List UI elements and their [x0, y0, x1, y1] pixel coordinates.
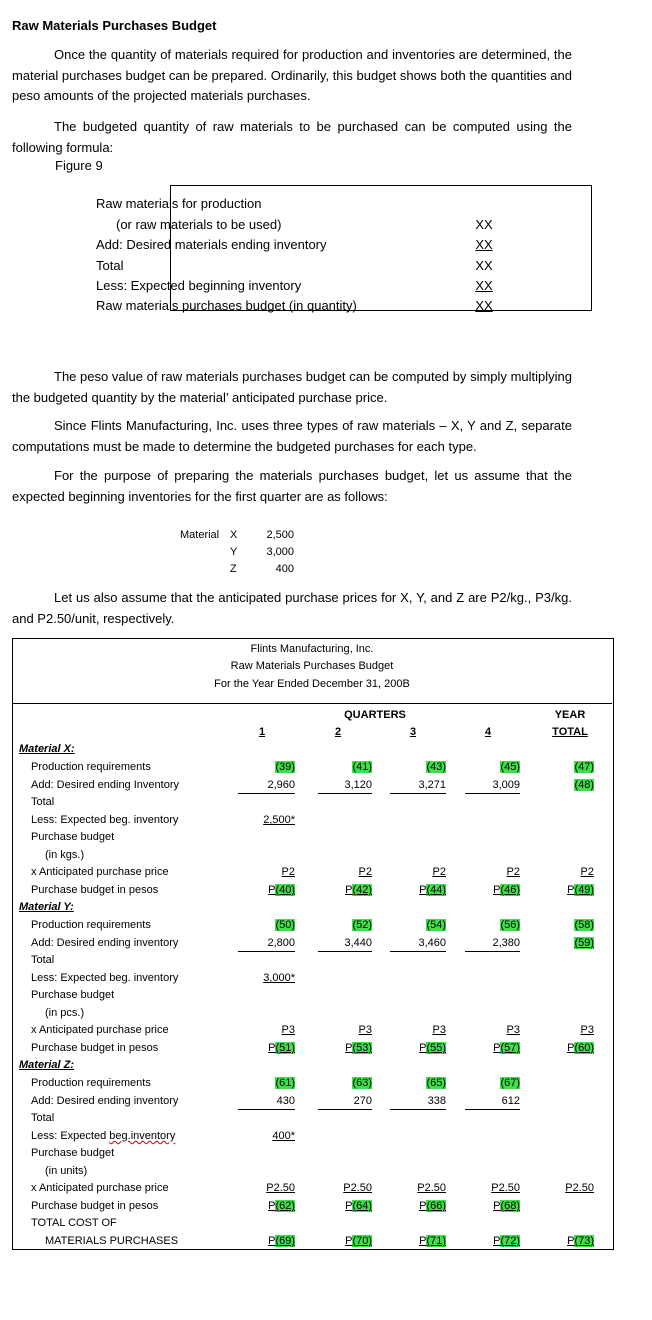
label-ending-inv-x: Add: Desired ending Inventory — [31, 779, 179, 791]
label-units-x: (in kgs.) — [45, 849, 85, 861]
label-pesos-z: Purchase budget in pesos — [31, 1200, 159, 1212]
production-z-0 — [275, 1077, 295, 1089]
label-pesos-y: Purchase budget in pesos — [31, 1042, 159, 1054]
quarter-4-heading: 4 — [484, 726, 492, 738]
label-beg-inv-z — [31, 1130, 175, 1142]
pesos-x-0-prefix: P — [268, 884, 276, 896]
price-z-3 — [491, 1182, 520, 1194]
pesos-y-2 — [419, 1042, 446, 1054]
label-production-z: Production requirements — [31, 1077, 151, 1089]
inventory-name-x: X — [230, 529, 238, 541]
price-x-3 — [507, 866, 520, 878]
ending-inv-y-1-value: 3,440 — [344, 937, 372, 949]
label-beg-inv-x: Less: Expected beg. inventory — [31, 814, 179, 826]
ending-inv-underline-y-1 — [318, 951, 372, 952]
budget-company: Flints Manufacturing, Inc. — [250, 643, 374, 655]
price-x-2 — [433, 866, 446, 878]
total-cost-label-2: MATERIALS PURCHASES — [45, 1235, 179, 1247]
label-total-z: Total — [31, 1112, 55, 1124]
inventory-qty-z: 400 — [275, 563, 294, 575]
total-cost-label-1: TOTAL COST OF — [31, 1217, 117, 1229]
label-price-x: x Anticipated purchase price — [31, 866, 169, 878]
total-cost-4-value: (73) — [574, 1235, 594, 1247]
price-z-3-value: P2.50 — [491, 1182, 520, 1194]
price-z-4-value: P2.50 — [565, 1182, 594, 1194]
price-x-3-value: P2 — [506, 866, 520, 878]
beg-inv-z — [272, 1130, 295, 1142]
ending-inv-underline-x-3 — [465, 793, 520, 794]
pesos-x-0-value: (40) — [275, 884, 295, 896]
section-title-x: Material X: — [19, 743, 75, 755]
budget-header-divider — [12, 703, 612, 704]
total-cost-4-prefix: P — [567, 1235, 575, 1247]
pesos-x-3 — [493, 884, 520, 896]
beg-inv-y-value: 3,000* — [263, 972, 295, 984]
total-cost-0-value: (69) — [275, 1235, 295, 1247]
production-x-3-value: (45) — [500, 761, 520, 773]
pesos-z-1-value: (64) — [352, 1200, 372, 1212]
formula-line-5: Less: Expected beginning inventory — [96, 278, 302, 293]
label-units-z: (in units) — [45, 1165, 88, 1177]
production-y-3-value: (56) — [500, 919, 520, 931]
ending-inv-x-4 — [574, 779, 594, 791]
pesos-x-1 — [345, 884, 372, 896]
inventory-qty-y: 3,000 — [266, 546, 294, 558]
ending-inv-x-3 — [492, 779, 520, 791]
pesos-y-1 — [345, 1042, 372, 1054]
pesos-y-1-value: (53) — [352, 1042, 372, 1054]
ending-inv-z-3-value: 612 — [501, 1095, 520, 1107]
page-title: Raw Materials Purchases Budget — [12, 18, 217, 33]
production-x-0-value: (39) — [275, 761, 295, 773]
pesos-z-2-prefix: P — [419, 1200, 427, 1212]
price-z-4 — [565, 1182, 594, 1194]
production-z-1 — [352, 1077, 372, 1089]
total-cost-0 — [268, 1235, 295, 1247]
pesos-z-1-prefix: P — [345, 1200, 353, 1212]
inventory-name-z: Z — [230, 563, 237, 575]
year-heading: YEAR — [554, 709, 586, 721]
price-z-0-value: P2.50 — [266, 1182, 295, 1194]
production-y-2-value: (54) — [426, 919, 446, 931]
ending-inv-y-1 — [344, 937, 372, 949]
ending-inv-x-0 — [267, 779, 295, 791]
price-y-4 — [581, 1024, 594, 1036]
price-x-1 — [359, 866, 372, 878]
production-y-4-value: (58) — [574, 919, 594, 931]
pesos-z-3-value: (68) — [500, 1200, 520, 1212]
production-z-3-value: (67) — [500, 1077, 520, 1089]
formula-line-2: (or raw materials to be used) — [116, 217, 282, 232]
section-title-y: Material Y: — [19, 901, 74, 913]
label-total-y: Total — [31, 954, 55, 966]
production-z-0-value: (61) — [275, 1077, 295, 1089]
total-cost-3-prefix: P — [493, 1235, 501, 1247]
ending-inv-y-0 — [267, 937, 295, 949]
price-x-1-value: P2 — [358, 866, 372, 878]
peso-value-paragraph: The peso value of raw materials purchases budget can be computed by simply multiplying the budgeted quantity by the material’ anticipated purchase price. — [12, 369, 572, 405]
production-x-2-value: (43) — [426, 761, 446, 773]
pesos-y-2-prefix: P — [419, 1042, 427, 1054]
total-cost-2-prefix: P — [419, 1235, 427, 1247]
label-purchase-budget-x: Purchase budget — [31, 831, 115, 843]
pesos-x-2-prefix: P — [419, 884, 427, 896]
ending-inv-x-0-value: 2,960 — [267, 779, 295, 791]
ending-inv-y-0-value: 2,800 — [267, 937, 295, 949]
production-x-4-value: (47) — [574, 761, 594, 773]
label-units-y: (in pcs.) — [45, 1007, 85, 1019]
total-cost-2 — [419, 1235, 446, 1247]
label-beg-inv-y: Less: Expected beg. inventory — [31, 972, 179, 984]
inventory-name-y: Y — [230, 546, 238, 558]
pesos-z-0 — [268, 1200, 295, 1212]
ending-inv-z-3 — [502, 1095, 520, 1107]
formula-value-2: XX — [475, 237, 493, 252]
pesos-z-3-prefix: P — [493, 1200, 501, 1212]
ending-inv-underline-y-3 — [465, 951, 520, 952]
pesos-y-4-value: (60) — [574, 1042, 594, 1054]
ending-inv-z-1 — [354, 1095, 372, 1107]
production-z-2 — [426, 1077, 446, 1089]
production-y-4 — [574, 919, 594, 931]
total-cost-3 — [493, 1235, 520, 1247]
price-y-4-value: P3 — [580, 1024, 594, 1036]
price-y-3-value: P3 — [506, 1024, 520, 1036]
ending-inv-y-2-value: 3,460 — [418, 937, 446, 949]
total-cost-4 — [567, 1235, 594, 1247]
ending-inv-x-1 — [344, 779, 372, 791]
pesos-y-0-value: (51) — [275, 1042, 295, 1054]
ending-inv-underline-y-0 — [238, 951, 295, 952]
price-x-4 — [581, 866, 594, 878]
price-y-2-value: P3 — [432, 1024, 446, 1036]
ending-inv-x-1-value: 3,120 — [344, 779, 372, 791]
purchase-price-paragraph: Let us also assume that the anticipated purchase prices for X, Y, and Z are P2/kg., P3/kg. and P2.50/unit, respectively. — [12, 590, 572, 626]
ending-inv-underline-z-0 — [238, 1109, 295, 1110]
production-z-2-value: (65) — [426, 1077, 446, 1089]
label-production-y: Production requirements — [31, 919, 151, 931]
figure-label: Figure 9 — [55, 158, 103, 173]
price-x-0 — [282, 866, 295, 878]
pesos-x-2 — [419, 884, 446, 896]
price-y-0-value: P3 — [281, 1024, 295, 1036]
budget-period: For the Year Ended December 31, 200B — [214, 678, 410, 690]
production-y-3 — [500, 919, 520, 931]
beg-inv-z-value: 400* — [272, 1130, 295, 1142]
section-title-z: Material Z: — [19, 1059, 75, 1071]
ending-inv-z-2-value: 338 — [427, 1095, 446, 1107]
price-y-1-value: P3 — [358, 1024, 372, 1036]
pesos-y-4-prefix: P — [567, 1042, 575, 1054]
pesos-y-0-prefix: P — [268, 1042, 276, 1054]
pesos-x-1-prefix: P — [345, 884, 353, 896]
ending-inv-y-4-value: (59) — [574, 937, 594, 949]
ending-inv-z-1-value: 270 — [353, 1095, 372, 1107]
price-z-1 — [343, 1182, 372, 1194]
production-z-1-value: (63) — [352, 1077, 372, 1089]
production-y-2 — [426, 919, 446, 931]
quarters-heading: QUARTERS — [344, 709, 406, 721]
ending-inv-underline-x-2 — [390, 793, 446, 794]
ending-inv-underline-z-2 — [390, 1109, 446, 1110]
formula-line-4: Total — [96, 258, 124, 273]
production-x-4 — [574, 761, 594, 773]
pesos-x-0 — [268, 884, 295, 896]
ending-inv-y-3-value: 2,380 — [492, 937, 520, 949]
quarter-1-heading: 1 — [258, 726, 266, 738]
formula-intro-paragraph: The budgeted quantity of raw materials to be purchased can be computed using the following formula: — [12, 119, 572, 155]
ending-inv-y-3 — [492, 937, 520, 949]
inventory-qty-x: 2,500 — [266, 529, 294, 541]
quarter-3-heading: 3 — [409, 726, 417, 738]
ending-inv-underline-x-0 — [238, 793, 295, 794]
quarter-2-heading: 2 — [334, 726, 342, 738]
pesos-x-1-value: (42) — [352, 884, 372, 896]
pesos-z-2 — [419, 1200, 446, 1212]
beg-inv-x — [263, 814, 295, 826]
total-cost-0-prefix: P — [268, 1235, 276, 1247]
pesos-y-3 — [493, 1042, 520, 1054]
total-cost-1-value: (70) — [352, 1235, 372, 1247]
pesos-z-0-value: (62) — [275, 1200, 295, 1212]
formula-line-1: Raw materials for production — [96, 196, 262, 211]
price-y-2 — [433, 1024, 446, 1036]
label-price-y: x Anticipated purchase price — [31, 1024, 169, 1036]
label-ending-inv-y: Add: Desired ending inventory — [31, 937, 179, 949]
label-purchase-budget-y: Purchase budget — [31, 989, 115, 1001]
formula-line-3: Add: Desired materials ending inventory — [96, 237, 327, 252]
production-x-1 — [352, 761, 372, 773]
ending-inv-y-4 — [574, 937, 594, 949]
price-z-2-value: P2.50 — [417, 1182, 446, 1194]
total-cost-1 — [345, 1235, 372, 1247]
pesos-x-3-value: (46) — [500, 884, 520, 896]
label-price-z: x Anticipated purchase price — [31, 1182, 169, 1194]
ending-inv-underline-y-2 — [390, 951, 446, 952]
pesos-x-4-prefix: P — [567, 884, 575, 896]
production-y-1 — [352, 919, 372, 931]
pesos-x-4 — [567, 884, 594, 896]
pesos-y-2-value: (55) — [426, 1042, 446, 1054]
ending-inv-underline-z-1 — [318, 1109, 372, 1110]
price-z-1-value: P2.50 — [343, 1182, 372, 1194]
production-y-0-value: (50) — [275, 919, 295, 931]
ending-inv-underline-z-3 — [465, 1109, 520, 1110]
pesos-y-1-prefix: P — [345, 1042, 353, 1054]
inventory-material-label: Material — [180, 529, 220, 541]
pesos-z-3 — [493, 1200, 520, 1212]
ending-inv-y-2 — [418, 937, 446, 949]
pesos-z-0-prefix: P — [268, 1200, 276, 1212]
pesos-y-0 — [268, 1042, 295, 1054]
price-x-0-value: P2 — [281, 866, 295, 878]
label-beg-inv-z-text: Less: Expected — [31, 1130, 110, 1142]
price-x-2-value: P2 — [432, 866, 446, 878]
pesos-z-1 — [345, 1200, 372, 1212]
ending-inv-x-4-value: (48) — [574, 779, 594, 791]
ending-inv-x-2 — [418, 779, 446, 791]
pesos-y-4 — [567, 1042, 594, 1054]
formula-value-3: XX — [475, 258, 493, 273]
beginning-inventory-paragraph: For the purpose of preparing the materials purchases budget, let us assume that the expected beginning inventories for the first quarter are as follows: — [12, 468, 572, 504]
label-total-x: Total — [31, 796, 55, 808]
production-x-2 — [426, 761, 446, 773]
label-beg-inv-z-misspelled: beg.inventory — [109, 1130, 176, 1142]
formula-value-4: XX — [475, 278, 493, 293]
intro-paragraph: Once the quantity of materials required for production and inventories are determined, the material purchases budget can be prepared. Ordinarily, this budget shows both the quantities and peso amounts of the projected materials purchases. — [12, 47, 572, 103]
price-x-4-value: P2 — [580, 866, 594, 878]
pesos-z-2-value: (66) — [426, 1200, 446, 1212]
formula-line-6: Raw materials purchases budget (in quantity) — [96, 298, 357, 313]
price-y-3 — [507, 1024, 520, 1036]
label-pesos-x: Purchase budget in pesos — [31, 884, 159, 896]
price-z-0 — [266, 1182, 295, 1194]
label-ending-inv-z: Add: Desired ending inventory — [31, 1095, 179, 1107]
total-cost-2-value: (71) — [426, 1235, 446, 1247]
ending-inv-x-2-value: 3,271 — [418, 779, 446, 791]
production-z-3 — [500, 1077, 520, 1089]
production-x-3 — [500, 761, 520, 773]
label-purchase-budget-z: Purchase budget — [31, 1147, 115, 1159]
price-y-1 — [359, 1024, 372, 1036]
ending-inv-underline-x-1 — [318, 793, 372, 794]
production-x-1-value: (41) — [352, 761, 372, 773]
production-y-0 — [275, 919, 295, 931]
formula-value-5: XX — [475, 298, 493, 313]
budget-name: Raw Materials Purchases Budget — [230, 660, 394, 672]
three-materials-paragraph: Since Flints Manufacturing, Inc. uses three types of raw materials – X, Y and Z, separate computations must be made to determine the budgeted purchases for each type. — [12, 418, 572, 454]
ending-inv-z-0-value: 430 — [276, 1095, 295, 1107]
pesos-x-3-prefix: P — [493, 884, 501, 896]
price-z-2 — [417, 1182, 446, 1194]
production-y-1-value: (52) — [352, 919, 372, 931]
ending-inv-z-0 — [277, 1095, 295, 1107]
pesos-x-2-value: (44) — [426, 884, 446, 896]
ending-inv-z-2 — [428, 1095, 446, 1107]
ending-inv-x-3-value: 3,009 — [492, 779, 520, 791]
total-heading: TOTAL — [552, 726, 588, 738]
pesos-x-4-value: (49) — [574, 884, 594, 896]
pesos-y-3-value: (57) — [500, 1042, 520, 1054]
label-production-x: Production requirements — [31, 761, 151, 773]
production-x-0 — [275, 761, 295, 773]
formula-value-1: XX — [475, 217, 493, 232]
beg-inv-x-value: 2,500* — [263, 814, 295, 826]
total-cost-1-prefix: P — [345, 1235, 353, 1247]
pesos-y-3-prefix: P — [493, 1042, 501, 1054]
beg-inv-y — [263, 972, 295, 984]
total-cost-3-value: (72) — [500, 1235, 520, 1247]
price-y-0 — [282, 1024, 295, 1036]
